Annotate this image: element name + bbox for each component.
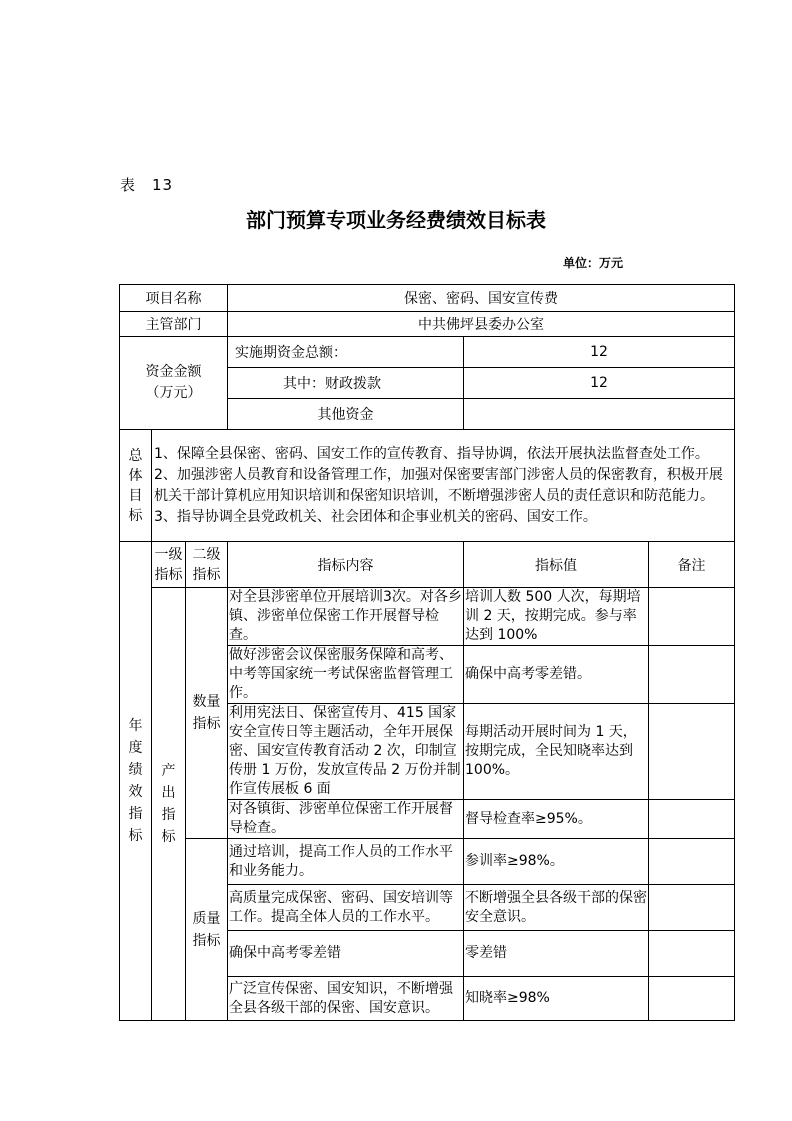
header-line: 指标 [154,566,183,583]
project-row [120,285,735,312]
funds-amount-label [120,337,228,430]
note-header: 备注 [649,542,735,588]
note-cell [649,704,735,800]
annual-label-char: 标 [128,828,143,844]
quantity-label-line: 指标 [192,716,221,732]
output-indicator-label [152,588,186,1021]
quality-label-line: 指标 [192,932,221,949]
note-cell [649,931,735,977]
note-cell [649,800,735,839]
indicator-content-cell: 高质量完成保密、密码、国安培训等工作。提高全体人员的工作水平。 [228,885,464,931]
department-row [120,312,735,337]
funds-total-value: 12 [464,337,735,368]
funds-fiscal-value: 12 [464,368,735,399]
goals-label-char: 标 [128,507,143,524]
indicator-content-cell: 广泛宣传保密、国安知识，不断增强全县各级干部的保密、国安意识。 [228,977,464,1021]
goal-item: 1、保障全县保密、密码、国安工作的宣传教育、指导协调，依法开展执法监督查处工作。 [154,445,709,462]
overall-goals-row [120,430,735,542]
goal-item: 2、加强涉密人员教育和设备管理工作，加强对保密要害部门涉密人员的保密教育，积极开展机关干部计算机应用知识培训和保密知识培训，不断增强涉密人员的责任意识和防范能力。 [154,466,723,504]
goals-label-char: 体 [128,467,143,484]
goal-item: 3、指导协调全县党政机关、社会团体和企事业机关的密码、国安工作。 [154,508,597,525]
indicator-value-cell: 确保中高考零差错。 [464,646,649,704]
indicator-value-cell: 督导检查率≥95%。 [464,800,649,839]
note-cell [649,885,735,931]
annual-performance-label [120,542,152,1021]
output-label-char: 产 [161,763,176,779]
funds-label-line-1: 资金金额 [145,364,202,380]
overall-goals-label [120,430,152,542]
funds-total-row [120,337,735,368]
quality-indicator-label [186,839,228,1021]
funds-other-value [464,399,735,430]
indicator-content-header: 指标内容 [228,542,464,588]
project-name-label: 项目名称 [120,285,228,312]
table-row [120,839,735,885]
funds-total-label: 实施期资金总额： [228,337,464,368]
indicator-header-row [120,542,735,588]
funds-other-label: 其他资金 [228,399,464,430]
annual-label-char: 年 [128,718,143,734]
note-cell [649,839,735,885]
annual-label-char: 指 [128,806,143,822]
indicator-content-cell: 对全县涉密单位开展培训3次。对各乡镇、涉密单位保密工作开展督导检查。 [228,588,464,646]
indicator-content-cell: 确保中高考零差错 [228,931,464,977]
output-label-char: 指 [161,807,176,823]
unit-label: 单位：万元 [563,256,624,270]
department-value: 中共佛坪县委办公室 [228,312,735,337]
header-line: 二级 [192,546,221,563]
indicator-content-cell: 通过培训，提高工作人员的工作水平和业务能力。 [228,839,464,885]
indicator-content-cell: 对各镇街、涉密单位保密工作开展督导检查。 [228,800,464,839]
header-line: 一级 [154,546,183,563]
annual-label-char: 效 [128,784,143,800]
department-label: 主管部门 [120,312,228,337]
funds-fiscal-label: 其中：财政拨款 [228,368,464,399]
indicator-value-cell: 不断增强全县各级干部的保密安全意识。 [464,885,649,931]
quantity-indicator-label [186,588,228,839]
level2-indicator-header [186,542,228,588]
annual-label-char: 度 [128,740,143,756]
output-label-char: 出 [161,785,176,801]
indicator-content-cell: 利用宪法日、保密宣传月、415 国家安全宣传日等主题活动，全年开展保密、国安宣传教育活动 2 次，印制宣传册 1 万份，发放宣传品 2 万份并制作宣传展板 6 面 [228,704,464,800]
funds-label-line-2: （万元） [145,385,202,401]
goals-label-char: 目 [128,487,143,504]
indicator-content-cell: 做好涉密会议保密服务保障和高考、中考等国家统一考试保密监督管理工作。 [228,646,464,704]
project-name-value: 保密、密码、国安宣传费 [228,285,735,312]
output-label-char: 标 [161,829,176,845]
note-cell [649,977,735,1021]
indicator-value-cell: 参训率≥98%。 [464,839,649,885]
quantity-label-line: 数量 [192,694,221,710]
indicator-value-cell: 知晓率≥98% [464,977,649,1021]
table-row [120,588,735,646]
indicator-value-cell: 每期活动开展时间为 1 天，按期完成，全民知晓率达到 100%。 [464,704,649,800]
level1-indicator-header [152,542,186,588]
performance-target-table [119,284,735,1021]
table-number-label: 表 13 [120,176,174,194]
note-cell [649,646,735,704]
indicator-value-cell: 培训人数 500 人次，每期培训 2 天，按期完成。参与率达到 100% [464,588,649,646]
indicator-value-header: 指标值 [464,542,649,588]
quality-label-line: 质量 [192,910,221,927]
annual-label-char: 绩 [128,762,143,778]
goals-label-char: 总 [128,447,143,464]
overall-goals-text [152,430,735,542]
header-line: 指标 [192,566,221,583]
indicator-value-cell: 零差错 [464,931,649,977]
page-title: 部门预算专项业务经费绩效目标表 [246,208,546,232]
note-cell [649,588,735,646]
